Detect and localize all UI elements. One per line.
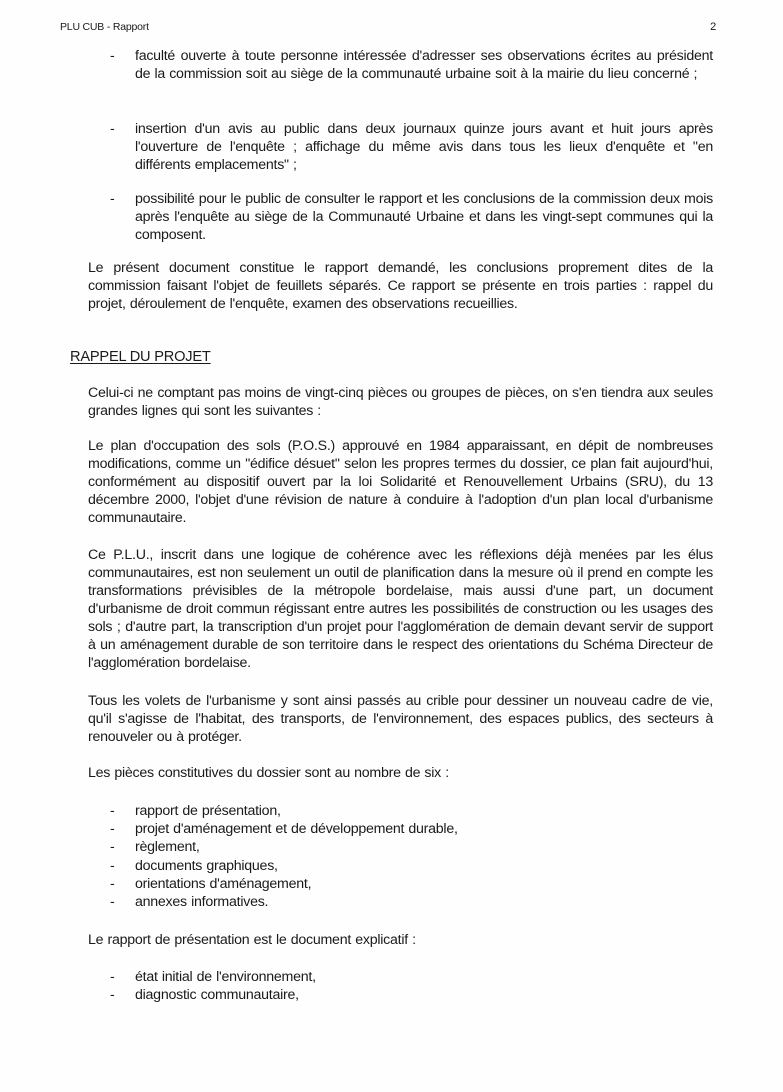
list-item: - documents graphiques, — [110, 857, 278, 874]
rapport-intro: Le rapport de présentation est le document explicatif : — [88, 932, 416, 948]
section-paragraph: Tous les volets de l'urbanisme y sont ainsi passés au crible pour dessiner un nouveau cadre de vie, qu'il s'agisse de l'habitat, des transports, de l'environnement, des espaces publics, des secteurs à renouveler ou à protéger. — [88, 693, 713, 745]
bullet-dash: - — [110, 121, 115, 137]
list-item: - possibilité pour le public de consulter le rapport et les conclusions de la commission deux mois après l'enquête au siège de la Communauté Urbaine et dans les vingt-sept communes qui la composent. — [110, 191, 713, 243]
list-item: - orientations d'aménagement, — [110, 875, 312, 892]
list-item: - faculté ouverte à toute personne intéressée d'adresser ses observations écrites au président de la commission soit au siège de la communauté urbaine soit à la mairie du lieu concerné ; — [110, 48, 713, 82]
intro-bullet-list-3 — [88, 190, 713, 244]
bullet-dash: - — [110, 987, 115, 1004]
document-title: PLU CUB - Rapport — [60, 21, 149, 33]
section-paragraph: Celui-ci ne comptant pas moins de vingt-cinq pièces ou groupes de pièces, on s'en tiendra aux seules grandes lignes qui sont les suivantes : — [88, 385, 713, 419]
list-item: - annexes informatives. — [110, 894, 269, 911]
bullet-dash: - — [110, 875, 115, 892]
section-paragraph: Ce P.L.U., inscrit dans une logique de cohérence avec les réflexions déjà menées par les élus communautaires, est non seulement un outil de planification dans la mesure où il prend en compte les transformations prévisibles de la métropole bordelaise, mais aussi d'une part, un document d'urbanisme de droit commun régissant entre autres les possibilités de construction ou les usages des sols ; d'autre part, la transcription d'un projet pour l'agglomération de demain devant servir de support à un aménagement durable de son territoire dans le respect des orientations du Schéma Directeur de l'agglomération bordelaise. — [88, 547, 713, 671]
section-paragraph: Les pièces constitutives du dossier sont au nombre de six : — [88, 765, 449, 781]
list-item: - projet d'aménagement et de développement durable, — [110, 821, 458, 838]
section-paragraph: Le plan d'occupation des sols (P.O.S.) approuvé en 1984 apparaissant, en dépit de nombreuses modifications, comme un "édifice désuet" selon les propres termes du dossier, ce plan fait aujourd'hui, conformément au dispositif ouvert par la loi Solidarité et Renouvellement Urbains (SRU), du 13 décembre 2000, l'objet d'une révision de nature à conduire à l'adoption d'un plan local d'urbanisme communautaire. — [88, 438, 713, 526]
page-header — [60, 21, 716, 37]
intro-paragraph: Le présent document constitue le rapport demandé, les conclusions proprement dites de la commission faisant l'objet de feuillets séparés. Ce rapport se présente en trois parties : rappel du projet, déroulement de l'enquête, examen des observations recueillies. — [88, 260, 713, 312]
bullet-dash: - — [110, 894, 115, 911]
intro-bullet-list-2 — [88, 120, 713, 174]
section-heading: RAPPEL DU PROJET — [70, 349, 211, 365]
bullet-dash: - — [110, 839, 115, 856]
bullet-dash: - — [110, 969, 115, 985]
bullet-dash: - — [110, 191, 115, 207]
list-item: - état initial de l'environnement, — [110, 969, 316, 985]
page-number: 2 — [710, 21, 716, 33]
list-item: - insertion d'un avis au public dans deux journaux quinze jours avant et huit jours après l'ouverture de l'enquête ; affichage du même avis dans tous les lieux d'enquête et "en différents emplacements" ; — [110, 121, 713, 173]
pieces-list — [88, 802, 713, 911]
intro-bullet-list — [88, 47, 713, 83]
bullet-dash: - — [110, 821, 115, 838]
bullet-dash: - — [110, 857, 115, 874]
bullet-dash: - — [110, 803, 115, 819]
rapport-list — [88, 968, 713, 1004]
list-item: - règlement, — [110, 839, 200, 856]
bullet-dash: - — [110, 48, 115, 64]
list-item: - rapport de présentation, — [110, 803, 281, 819]
list-item: - diagnostic communautaire, — [110, 987, 299, 1004]
